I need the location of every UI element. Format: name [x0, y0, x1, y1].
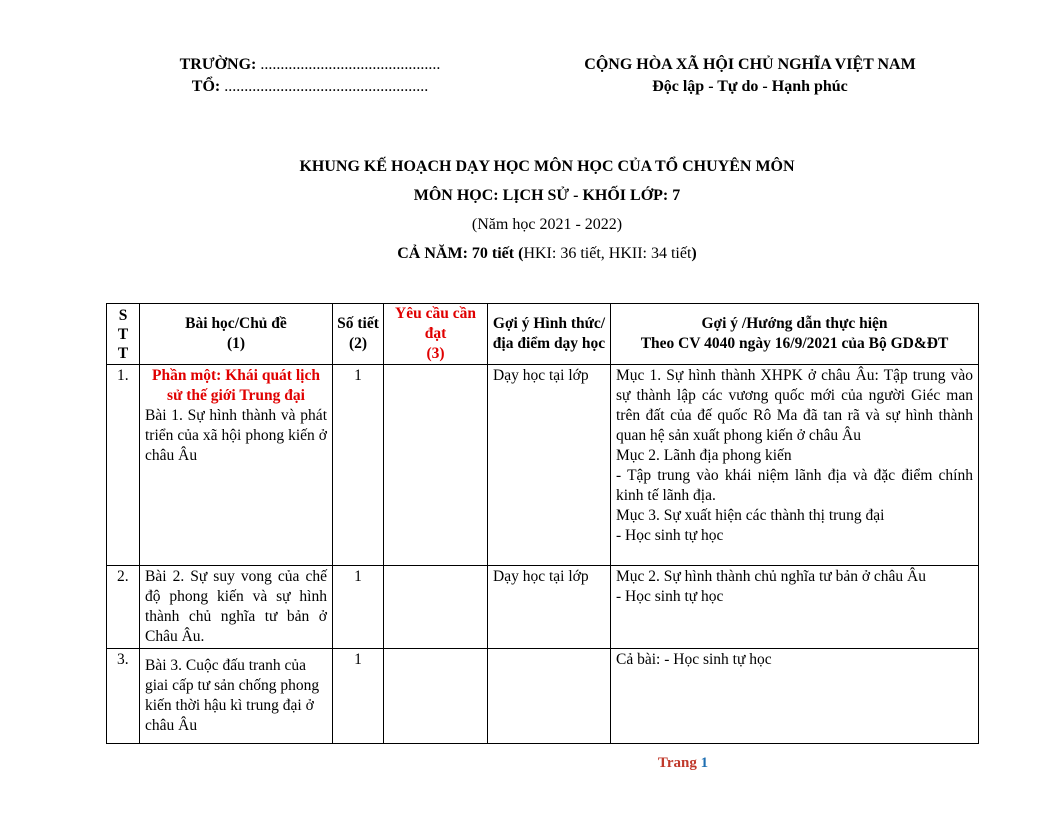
row-format: Dạy học tại lớp — [488, 566, 611, 649]
header-lesson: Bài học/Chủ đề (1) — [140, 304, 333, 365]
title-line-3: (Năm học 2021 - 2022) — [471, 216, 623, 233]
school-line: TRƯỜNG: ............................................. — [179, 56, 441, 73]
national-header — [540, 54, 960, 98]
row-stt: 2. — [107, 566, 140, 649]
header-periods: Số tiết (2) — [333, 304, 384, 365]
guide-line: Cả bài: - Học sinh tự học — [616, 651, 772, 668]
header-guide: Gợi ý /Hướng dẫn thực hiện Theo CV 4040 ngày 16/9/2021 của Bộ GD&ĐT — [611, 304, 979, 365]
guide-line: - Học sinh tự học — [616, 588, 724, 605]
row-periods: 1 — [333, 566, 384, 649]
guide-line: Mục 1. Sự hình thành XHPK ở châu Âu: Tập trung vào sự thành lập các vương quốc mới của người Giéc man trên đất của đế quốc Rô Ma đã tan rã và sự hình thành quan hệ sản xuất phong kiến ở châu Âu — [616, 367, 973, 444]
document-title — [0, 152, 1056, 268]
country-name: CỘNG HÒA XÃ HỘI CHỦ NGHĨA VIỆT NAM — [584, 56, 916, 73]
table-row — [107, 365, 979, 566]
row-lesson — [140, 365, 333, 566]
header-stt: S T T — [107, 304, 140, 365]
title-line-4: CẢ NĂM: 70 tiết (HKI: 36 tiết, HKII: 34 tiết) — [397, 245, 697, 262]
row-periods: 1 — [333, 365, 384, 566]
group-line: TỔ: ................................................... — [191, 78, 429, 95]
part-heading: Phần một: Khái quát lịch sử thế giới Trung đại — [152, 367, 320, 404]
row-format — [488, 649, 611, 744]
row-stt: 3. — [107, 649, 140, 744]
guide-line: Mục 3. Sự xuất hiện các thành thị trung đại — [616, 507, 885, 524]
row-periods: 1 — [333, 649, 384, 744]
page-number-footer — [0, 755, 1056, 772]
row-guide — [611, 649, 979, 744]
header-requirement: Yêu cầu cần đạt (3) — [384, 304, 488, 365]
title-line-1: KHUNG KẾ HOẠCH DẠY HỌC MÔN HỌC CỦA TỔ CHUYÊN MÔN — [299, 158, 795, 175]
header-format: Gợi ý Hình thức/địa điểm dạy học — [488, 304, 611, 365]
guide-line: Mục 2. Sự hình thành chủ nghĩa tư bản ở châu Âu — [616, 568, 926, 585]
guide-line: - Tập trung vào khái niệm lãnh địa và đặc điểm chính kinh tế lãnh địa. — [616, 467, 973, 504]
page-label: Trang — [657, 755, 697, 771]
guide-line: Mục 2. Lãnh địa phong kiến — [616, 447, 792, 464]
row-format: Dạy học tại lớp — [488, 365, 611, 566]
row-requirement — [384, 566, 488, 649]
national-motto: Độc lập - Tự do - Hạnh phúc — [652, 78, 848, 95]
page-number: 1 — [700, 755, 709, 771]
row-lesson: Bài 3. Cuộc đấu tranh của giai cấp tư sản chống phong kiến thời hậu kì trung đại ở châu Âu — [140, 649, 333, 744]
table-header-row — [107, 304, 979, 365]
row-guide — [611, 365, 979, 566]
row-requirement — [384, 649, 488, 744]
title-line-2: MÔN HỌC: LỊCH SỬ - KHỐI LỚP: 7 — [413, 187, 681, 204]
guide-line: - Học sinh tự học — [616, 527, 724, 544]
table-row — [107, 566, 979, 649]
teaching-plan-table — [106, 303, 979, 744]
lesson-title: Bài 1. Sự hình thành và phát triển của xã hội phong kiến ở châu Âu — [145, 407, 327, 464]
row-requirement — [384, 365, 488, 566]
row-lesson: Bài 2. Sự suy vong của chế độ phong kiến và sự hình thành chủ nghĩa tư bản ở Châu Âu. — [140, 566, 333, 649]
school-header — [150, 54, 470, 98]
row-stt: 1. — [107, 365, 140, 566]
table-row — [107, 649, 979, 744]
row-guide — [611, 566, 979, 649]
